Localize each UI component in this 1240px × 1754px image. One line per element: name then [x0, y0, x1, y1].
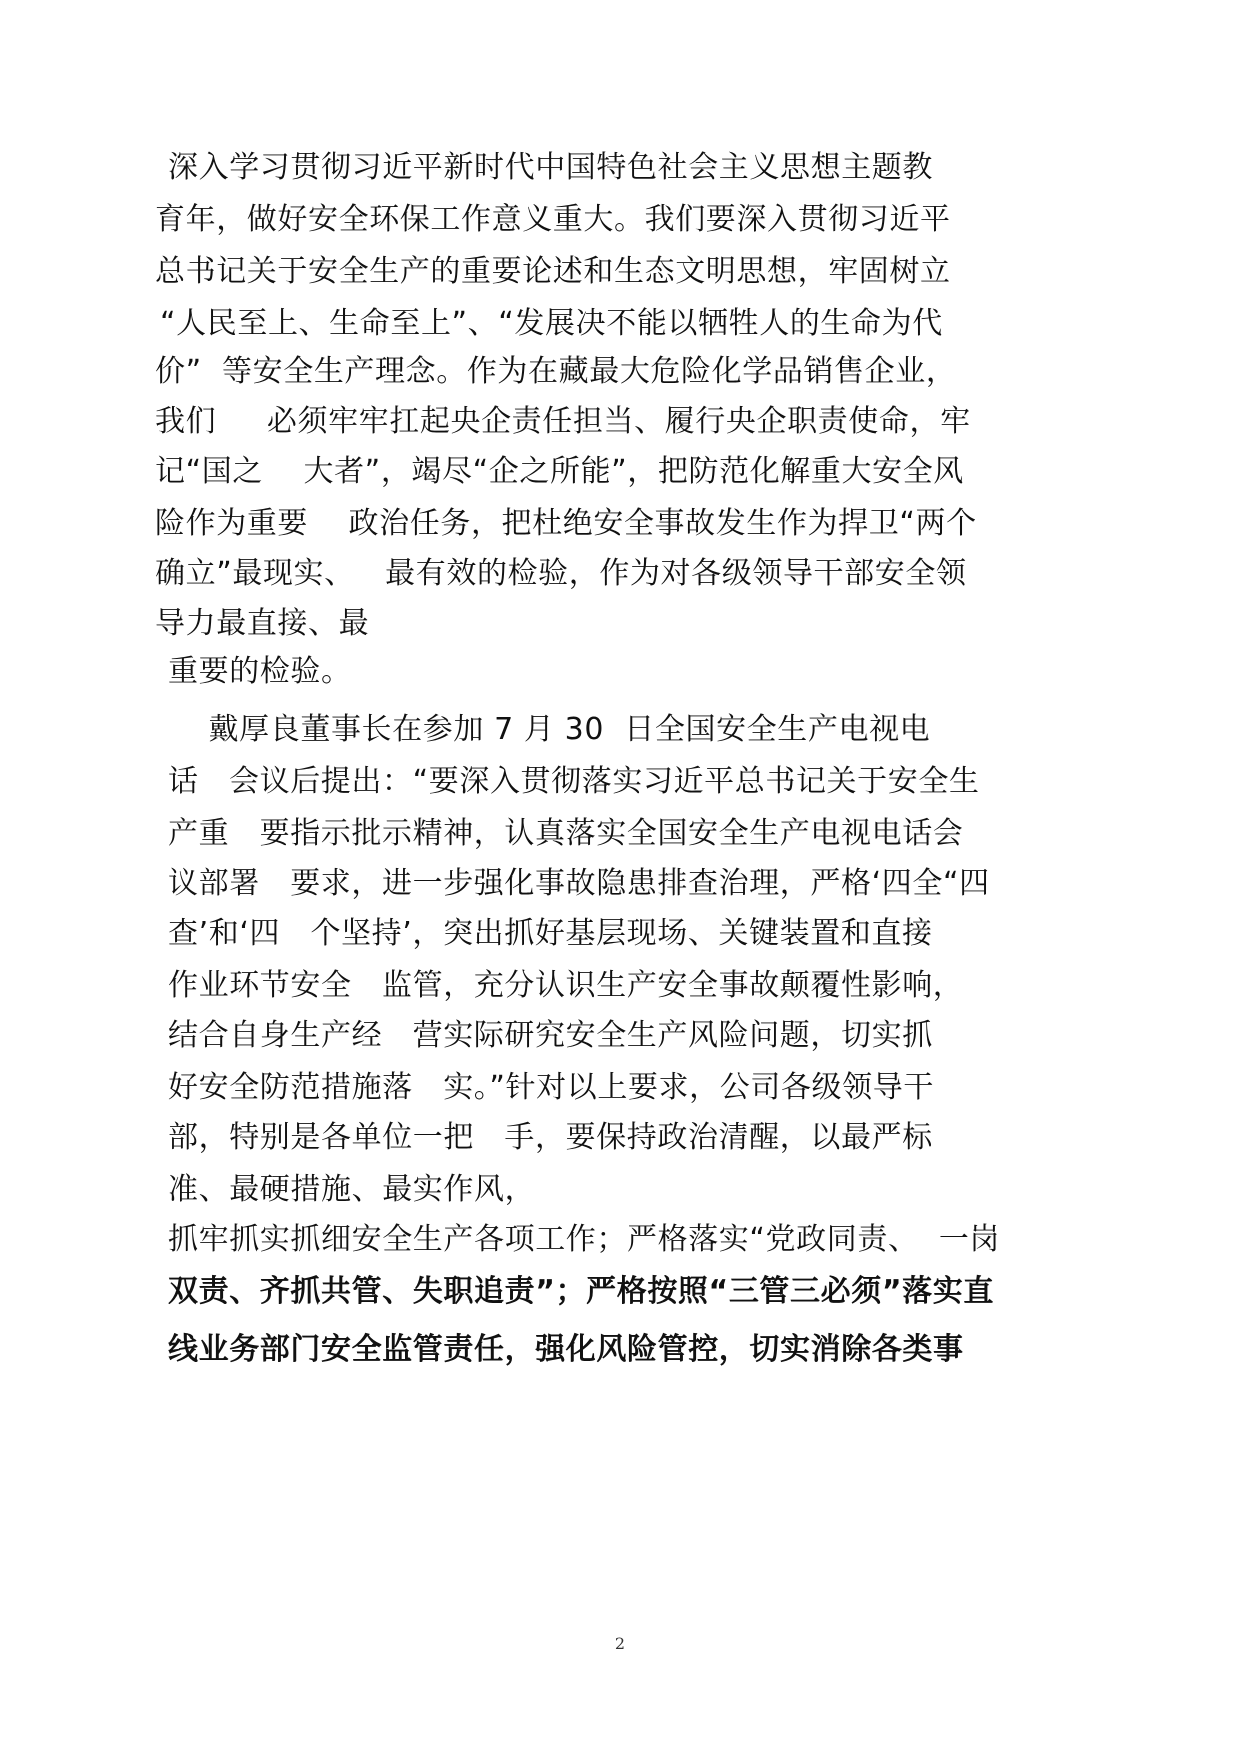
text-line: 好安全防范措施落 实。”针对以上要求，公司各级领导干	[168, 1070, 934, 1105]
text-line: 价” 等安全生产理念。作为在藏最大危险化学品销售企业，	[155, 354, 957, 389]
text-line: 总书记关于安全生产的重要论述和生态文明思想，牢固树立	[155, 254, 951, 289]
text-line: 重要的检验。	[168, 654, 352, 689]
text-line: 深入学习贯彻习近平新时代中国特色社会主义思想主题教	[168, 150, 933, 185]
text-line: 部，特别是各单位一把 手，要保持政治清醒，以最严标	[168, 1120, 933, 1155]
text-line: 产重 要指示批示精神，认真落实全国安全生产电视电话会	[168, 816, 964, 851]
text-line: “人民至上、生命至上”、“发展决不能以牺牲人的生命为代	[160, 306, 943, 341]
text-line: 准、最硬措施、最实作风，	[168, 1172, 536, 1207]
page-number: 2	[614, 1634, 626, 1653]
text-line: 查’和‘四 个坚持’，突出抓好基层现场、关键装置和直接	[168, 916, 933, 951]
bold-text-line: 线业务部门安全监管责任，强化风险管控，切实消除各类事	[168, 1332, 964, 1367]
text-line: 险作为重要 政治任务，把杜绝安全事故发生作为捍卫“两个	[155, 506, 977, 541]
text-line: 作业环节安全 监管，充分认识生产安全事故颠覆性影响，	[168, 968, 964, 1003]
text-line: 导力最直接、最	[155, 606, 370, 641]
bold-text-line: 双责、齐抓共管、失职追责”；严格按照“三管三必须”落实直	[168, 1274, 994, 1309]
text-line: 议部署 要求，进一步强化事故隐患排查治理，严格‘四全“四	[168, 866, 990, 901]
text-line: 确立”最现实、 最有效的检验，作为对各级领导干部安全领	[155, 556, 967, 591]
text-line: 结合自身生产经 营实际研究安全生产风险问题，切实抓	[168, 1018, 933, 1053]
text-line: 抓牢抓实抓细安全生产各项工作；严格落实“党政同责、 一岗	[168, 1222, 1001, 1257]
text-line: 育年，做好安全环保工作意义重大。我们要深入贯彻习近平	[155, 202, 951, 237]
text-line: 戴厚良董事长在参加 7 月 30 日全国安全生产电视电	[168, 712, 931, 747]
text-line: 记“国之 大者”，竭尽“企之所能”，把防范化解重大安全风	[155, 454, 964, 489]
text-line: 话 会议后提出：“要深入贯彻落实习近平总书记关于安全生	[168, 764, 980, 799]
text-line: 我们 必须牢牢扛起央企责任担当、履行央企职责使命，牢	[155, 404, 971, 439]
